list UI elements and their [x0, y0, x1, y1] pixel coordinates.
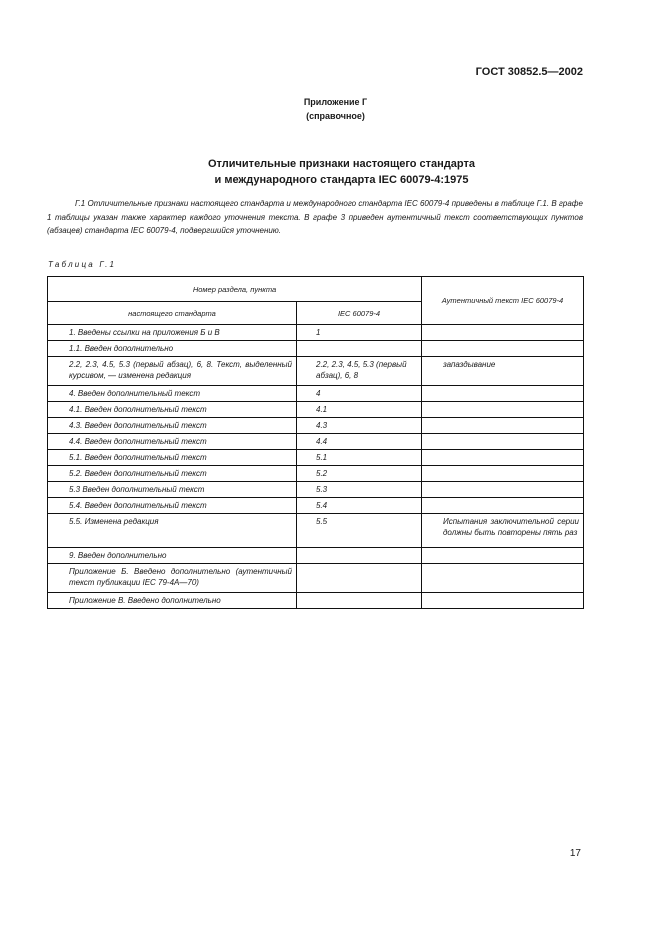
- col2-cell: 1: [297, 325, 422, 341]
- col2-cell: 4.3: [297, 418, 422, 434]
- table-row: [48, 386, 584, 402]
- table-row: [48, 341, 584, 357]
- table-row: [48, 482, 584, 498]
- col3-cell: [422, 498, 584, 514]
- standard-code: ГОСТ 30852.5—2002: [475, 66, 583, 78]
- appendix-heading: [0, 95, 661, 123]
- col3-cell: [422, 548, 584, 564]
- title-line-1: Отличительные признаки настоящего стандарта: [207, 158, 475, 170]
- table-row: [48, 548, 584, 564]
- page-number: 17: [569, 848, 581, 859]
- col3-cell: [422, 418, 584, 434]
- col1-cell: 5.2. Введен дополнительный текст: [48, 466, 297, 482]
- col2-cell: [297, 548, 422, 564]
- col1-cell: Приложение В. Введено дополнительно: [48, 593, 297, 609]
- header-group-cell: Номер раздела, пункта: [48, 277, 422, 302]
- table-row: [48, 564, 584, 593]
- table-row: [48, 325, 584, 341]
- col1-cell: 1.1. Введен дополнительно: [48, 341, 297, 357]
- col3-cell: [422, 466, 584, 482]
- col2-cell: 4.1: [297, 402, 422, 418]
- header-col3: Аутентичный текст IEC 60079-4: [422, 277, 584, 325]
- appendix-subtitle: (справочное): [306, 111, 365, 121]
- col3-cell: [422, 482, 584, 498]
- col3-cell: [422, 593, 584, 609]
- table-row: [48, 450, 584, 466]
- col3-cell: запаздывание: [422, 357, 584, 386]
- col2-cell: 5.5: [297, 514, 422, 548]
- col2-cell: [297, 564, 422, 593]
- intro-paragraph: Г.1 Отличительные признаки настоящего стандарта и международного стандарта IEC 60079-4 приведены в таблице Г.1. В графе 1 таблицы указан также характер каждого уточнения текста. В графе 3 приведен аутентичный текст соответствующих пунктов (абзацев) стандарта IEC 60079-4, подвергшийся уточнению.: [47, 199, 583, 235]
- col2-cell: 5.3: [297, 482, 422, 498]
- col1-cell: 1. Введены ссылки на приложения Б и В: [48, 325, 297, 341]
- table-row: [48, 466, 584, 482]
- col1-cell: 9. Введен дополнительно: [48, 548, 297, 564]
- col1-cell: Приложение Б. Введено дополнительно (аутентичный текст публикации IEC 79-4A—70): [48, 564, 297, 593]
- appendix-title: Приложение Г: [303, 97, 368, 107]
- title-line-2: и международного стандарта IEC 60079-4:1975: [214, 174, 469, 186]
- col3-cell: [422, 325, 584, 341]
- col2-cell: [297, 593, 422, 609]
- col2-cell: [297, 341, 422, 357]
- col1-cell: 4. Введен дополнительный текст: [48, 386, 297, 402]
- col3-cell: [422, 450, 584, 466]
- table-row: [48, 434, 584, 450]
- table-caption: Таблица Г.1: [48, 260, 117, 269]
- col2-cell: 5.2: [297, 466, 422, 482]
- table-row: [48, 498, 584, 514]
- col3-cell: [422, 402, 584, 418]
- header-col1: настоящего стандарта: [48, 302, 297, 325]
- table-row: [48, 402, 584, 418]
- col2-cell: 2.2, 2.3, 4.5, 5.3 (первый абзац), 6, 8: [297, 357, 422, 386]
- col1-cell: 4.3. Введен дополнительный текст: [48, 418, 297, 434]
- col1-cell: 5.1. Введен дополнительный текст: [48, 450, 297, 466]
- col2-cell: 4: [297, 386, 422, 402]
- col1-cell: 5.4. Введен дополнительный текст: [48, 498, 297, 514]
- col1-cell: 5.3 Введен дополнительный текст: [48, 482, 297, 498]
- document-title: [0, 156, 661, 188]
- table-row: [48, 514, 584, 548]
- differences-table: [47, 276, 584, 609]
- table-row: [48, 418, 584, 434]
- col3-cell: [422, 564, 584, 593]
- col2-cell: 4.4: [297, 434, 422, 450]
- table-row: [48, 593, 584, 609]
- col1-cell: 5.5. Изменена редакция: [48, 514, 297, 548]
- col1-cell: 4.4. Введен дополнительный текст: [48, 434, 297, 450]
- col3-cell: [422, 341, 584, 357]
- col2-cell: 5.4: [297, 498, 422, 514]
- col1-cell: 4.1. Введен дополнительный текст: [48, 402, 297, 418]
- header-col2: IEC 60079-4: [297, 302, 422, 325]
- col3-cell: [422, 434, 584, 450]
- col2-cell: 5.1: [297, 450, 422, 466]
- col1-cell: 2.2, 2.3, 4.5, 5.3 (первый абзац), 6, 8. Текст, выделенный курсивом, — изменена редакция: [48, 357, 297, 386]
- col3-cell: Испытания заключительной серии должны быть повторены пять раз: [422, 514, 584, 548]
- table-row: [48, 357, 584, 386]
- col3-cell: [422, 386, 584, 402]
